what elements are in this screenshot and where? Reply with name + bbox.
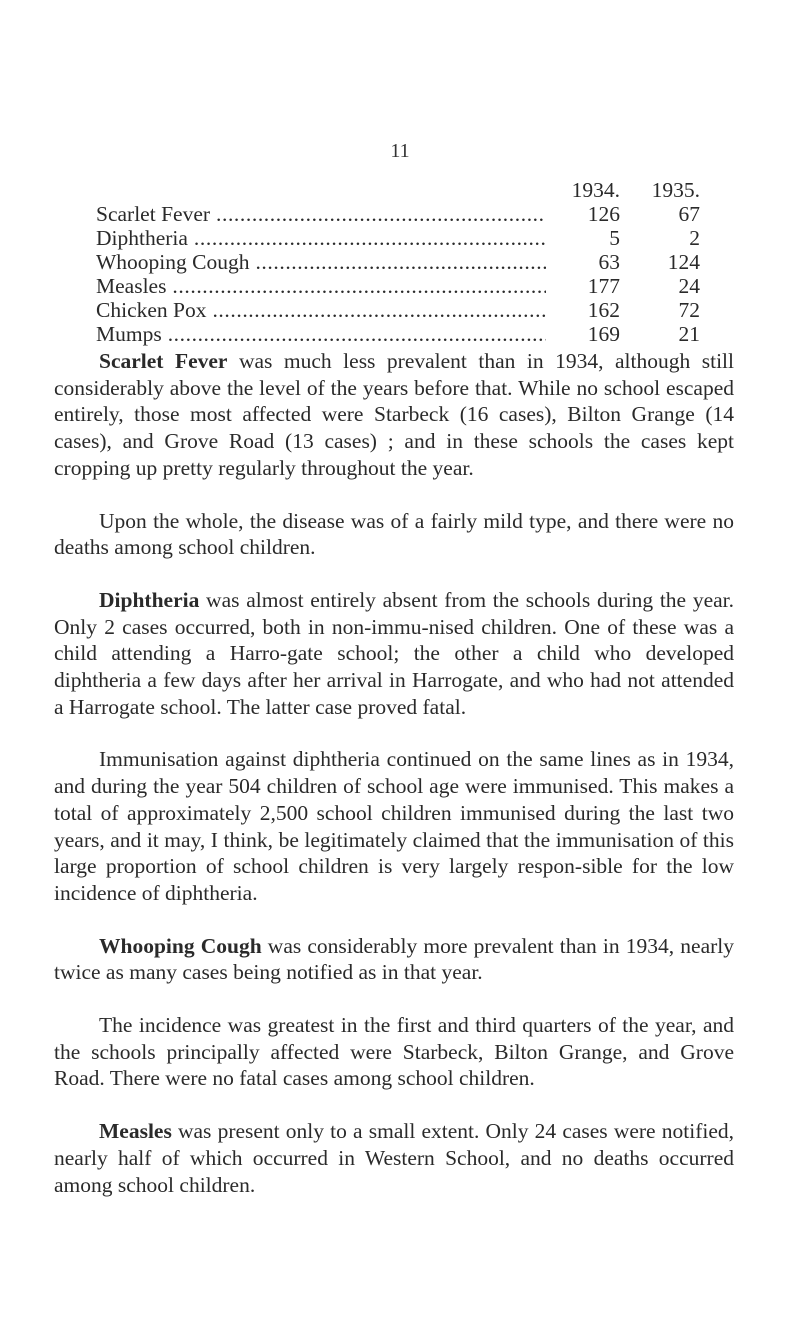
value-1934: 169 — [546, 322, 620, 346]
value-1935: 2 — [689, 226, 700, 250]
paragraph — [54, 1012, 734, 1092]
value-1934: 5 — [546, 226, 620, 250]
table-header-row — [96, 178, 716, 202]
paragraph-lead: Whooping Cough — [99, 933, 262, 958]
header-1934: 1934. — [546, 178, 620, 202]
value-1934: 177 — [546, 274, 620, 298]
disease-name: Chicken Pox ..... — [96, 298, 556, 322]
table-row — [96, 298, 716, 322]
paragraph-text: Immunisation against diphtheria continued on the same lines as in 1934, and during the year 504 children of school age were immunised. This makes a total of approximately 2,500 school children immunised during the last two years, and it may, I think, be legitimately claimed that the immunisation of this large proportion of school children is very largely respon-sible for the low incidence of diphtheria. — [54, 747, 734, 905]
value-1935: 24 — [678, 274, 700, 298]
value-1935: 21 — [678, 322, 700, 346]
paragraph-text: was much less prevalent than in 1934, although still considerably above the level of the years before that. While no school escaped entirely, those most affected were Starbeck (16 cases), Bilton Grange (14 cases), and Grove Road (13 cases) ; and in these schools the cases kept cropping up pretty regularly throughout the year. — [54, 349, 734, 480]
value-1934: 63 — [546, 250, 620, 274]
value-1935: 72 — [678, 298, 700, 322]
paragraph-text: The incidence was greatest in the first and third quarters of the year, and the schools principally affected were Starbeck, Bilton Grange, and Grove Road. There were no fatal cases among school children. — [54, 1013, 734, 1091]
table-row — [96, 250, 716, 274]
disease-name: Scarlet Fever ..... — [96, 202, 556, 226]
table-row — [96, 202, 716, 226]
value-1934: 126 — [546, 202, 620, 226]
paragraph-text: Upon the whole, the disease was of a fairly mild type, and there were no deaths among school children. — [54, 508, 734, 560]
table-row — [96, 274, 716, 298]
table-row — [96, 322, 716, 346]
paragraph-text: was considerably more prevalent than in 1934, nearly twice as many cases being notified as in that year. — [54, 933, 734, 985]
body-text — [54, 348, 734, 1224]
table-row — [96, 226, 716, 250]
paragraph — [54, 1118, 734, 1198]
disease-table — [96, 178, 716, 346]
header-1935: 1935. — [651, 178, 700, 202]
disease-name: Whooping Cough ..... — [96, 250, 556, 274]
paragraph-lead: Diphtheria — [99, 587, 200, 612]
value-1934: 162 — [546, 298, 620, 322]
disease-name: Diphtheria ..... — [96, 226, 556, 250]
paragraph — [54, 587, 734, 721]
paragraph-lead: Measles — [99, 1119, 172, 1144]
paragraph — [54, 746, 734, 906]
paragraph — [54, 508, 734, 561]
paragraph — [54, 348, 734, 482]
paragraph-lead: Scarlet Fever — [99, 349, 228, 373]
disease-name: Mumps ..... — [96, 322, 556, 346]
paragraph — [54, 933, 734, 986]
paragraph-text: was almost entirely absent from the schools during the year. Only 2 cases occurred, both in non-immu-nised children. One of these was a child attending a Harro-gate school; the other a child who developed diphtheria a few days after her arrival in Harrogate, and who had not attended a Harrogate school. The latter case proved fatal. — [54, 587, 734, 719]
disease-name: Measles ..... — [96, 274, 556, 298]
value-1935: 124 — [667, 250, 700, 274]
page-number: 11 — [390, 140, 410, 162]
value-1935: 67 — [678, 202, 700, 226]
paragraph-text: was present only to a small extent. Only 24 cases were notified, nearly half of which occurred in Western School, and no deaths occurred among school children. — [54, 1119, 734, 1197]
